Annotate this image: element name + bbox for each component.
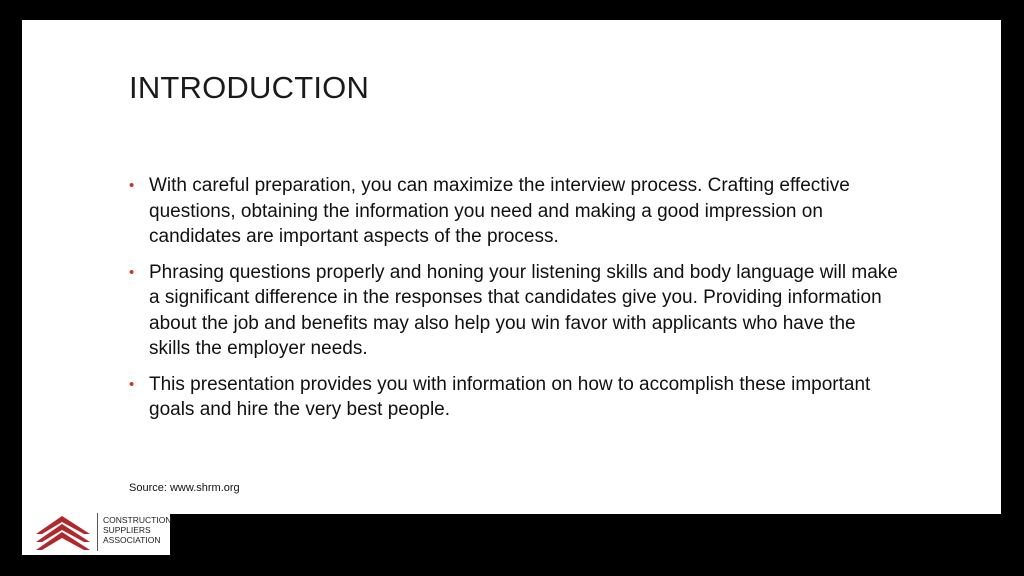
logo-wordmark — [103, 515, 171, 545]
footer-bar — [169, 514, 1001, 555]
slide — [22, 20, 1001, 555]
slide-title: INTRODUCTION — [129, 70, 370, 105]
bullet-marker: • — [129, 263, 135, 281]
association-logo — [30, 509, 170, 555]
bullet-item — [129, 173, 899, 250]
roof-chevron-logo-icon — [34, 512, 94, 552]
bullet-text: Phrasing questions properly and honing your listening skills and body language will make a significant difference in the responses that candidates give you. Providing information about the job and benefits may also help you win favor with applicants who have the skills the employer needs. — [149, 261, 898, 359]
logo-divider — [97, 513, 98, 551]
bullet-marker: • — [129, 177, 135, 194]
logo-line: ASSOCIATION — [103, 535, 161, 545]
logo-line: CONSTRUCTION — [103, 515, 172, 525]
bullet-marker: • — [129, 375, 135, 393]
bullet-item — [129, 372, 899, 423]
bullet-list — [129, 173, 899, 433]
bullet-item — [129, 260, 899, 362]
bullet-text: This presentation provides you with information on how to accomplish these important goals and hire the very best people. — [149, 373, 871, 420]
logo-line: SUPPLIERS — [103, 525, 151, 535]
bullet-text: With careful preparation, you can maximize the interview process. Crafting effective questions, obtaining the information you need and making a good impression on candidates are important aspects of the process. — [149, 175, 850, 247]
source-citation: Source: www.shrm.org — [129, 482, 240, 494]
